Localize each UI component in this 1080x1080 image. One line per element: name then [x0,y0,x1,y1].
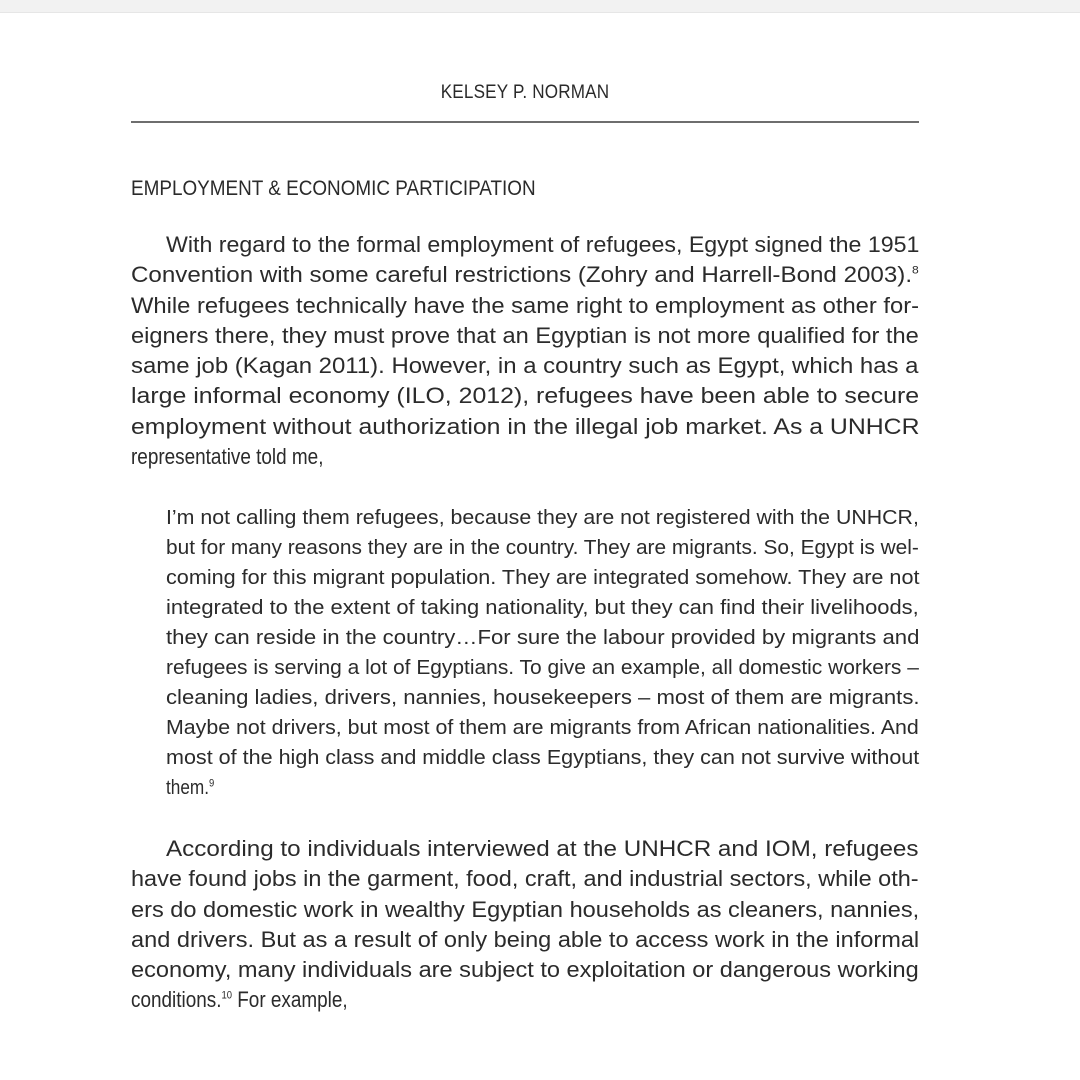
body-paragraph-2 [131,834,919,1016]
paragraph-line: economy, many individuals are subject to exploitation or dangerous working [131,957,919,983]
quote-line: coming for this migrant population. They are integrated somehow. They are not [166,567,920,589]
paragraph-line [131,260,919,290]
quote-line: refugees is serving a lot of Egyptians. To give an example, all domestic workers – [166,657,919,679]
paragraph-line: employment without authorization in the illegal job market. As a UNHCR [131,413,920,439]
quote-line: they can reside in the country…For sure the labour provided by migrants and [166,627,920,649]
paragraph-line: With regard to the formal employment of refugees, Egypt signed the 1951 [166,232,920,257]
quote-line: cleaning ladies, drivers, nannies, housekeepers – most of them are migrants. [166,687,920,709]
quote-line: most of the high class and middle class Egyptians, they can not survive without [166,747,920,769]
footnote-ref-8[interactable]: 8 [912,264,919,277]
footnote-ref-9[interactable]: 9 [209,777,215,790]
paragraph-line: large informal economy (ILO, 2012), refugees have been able to secure [131,383,920,409]
paragraph-line-text: Convention with some careful restrictions (Zohry and Harrell-Bond 2003). [131,262,913,288]
header-rule-divider [131,121,919,123]
paragraph-line-text: For example, [231,987,348,1013]
paragraph-line: While refugees technically have the same right to employment as other for- [131,292,920,318]
running-head-author: KELSEY P. NORMAN [440,82,610,103]
paragraph-line: According to individuals interviewed at the UNHCR and IOM, refugees [166,836,919,861]
quote-line [166,773,919,803]
paragraph-line: eigners there, they must prove that an Egyptian is not more qualified for the [131,322,919,348]
body-paragraph-1 [131,230,919,472]
paragraph-line: have found jobs in the garment, food, craft, and industrial sectors, while oth- [131,866,919,892]
paragraph-line: ers do domestic work in wealthy Egyptian households as cleaners, nannies, [131,896,920,922]
paragraph-line [131,985,919,1015]
paragraph-line-text: conditions. [131,987,222,1013]
quote-line: but for many reasons they are in the country. They are migrants. So, Egypt is wel- [166,537,919,559]
quote-line: Maybe not drivers, but most of them are migrants from African nationalities. And [166,717,919,739]
section-heading: EMPLOYMENT & ECONOMIC PARTICIPATION [131,177,536,200]
quote-line: I’m not calling them refugees, because they are not registered with the UNHCR, [166,507,919,529]
paragraph-line: same job (Kagan 2011). However, in a country such as Egypt, which has a [131,353,919,379]
paragraph-line: and drivers. But as a result of only being able to access work in the informal [131,926,920,952]
footnote-ref-10[interactable]: 10 [221,990,232,1003]
quote-line-text: them. [166,777,210,799]
interview-block-quote [166,503,919,803]
paragraph-line: representative told me, [131,444,324,470]
quote-line: integrated to the extent of taking nationality, but they can find their livelihoods, [166,597,919,619]
